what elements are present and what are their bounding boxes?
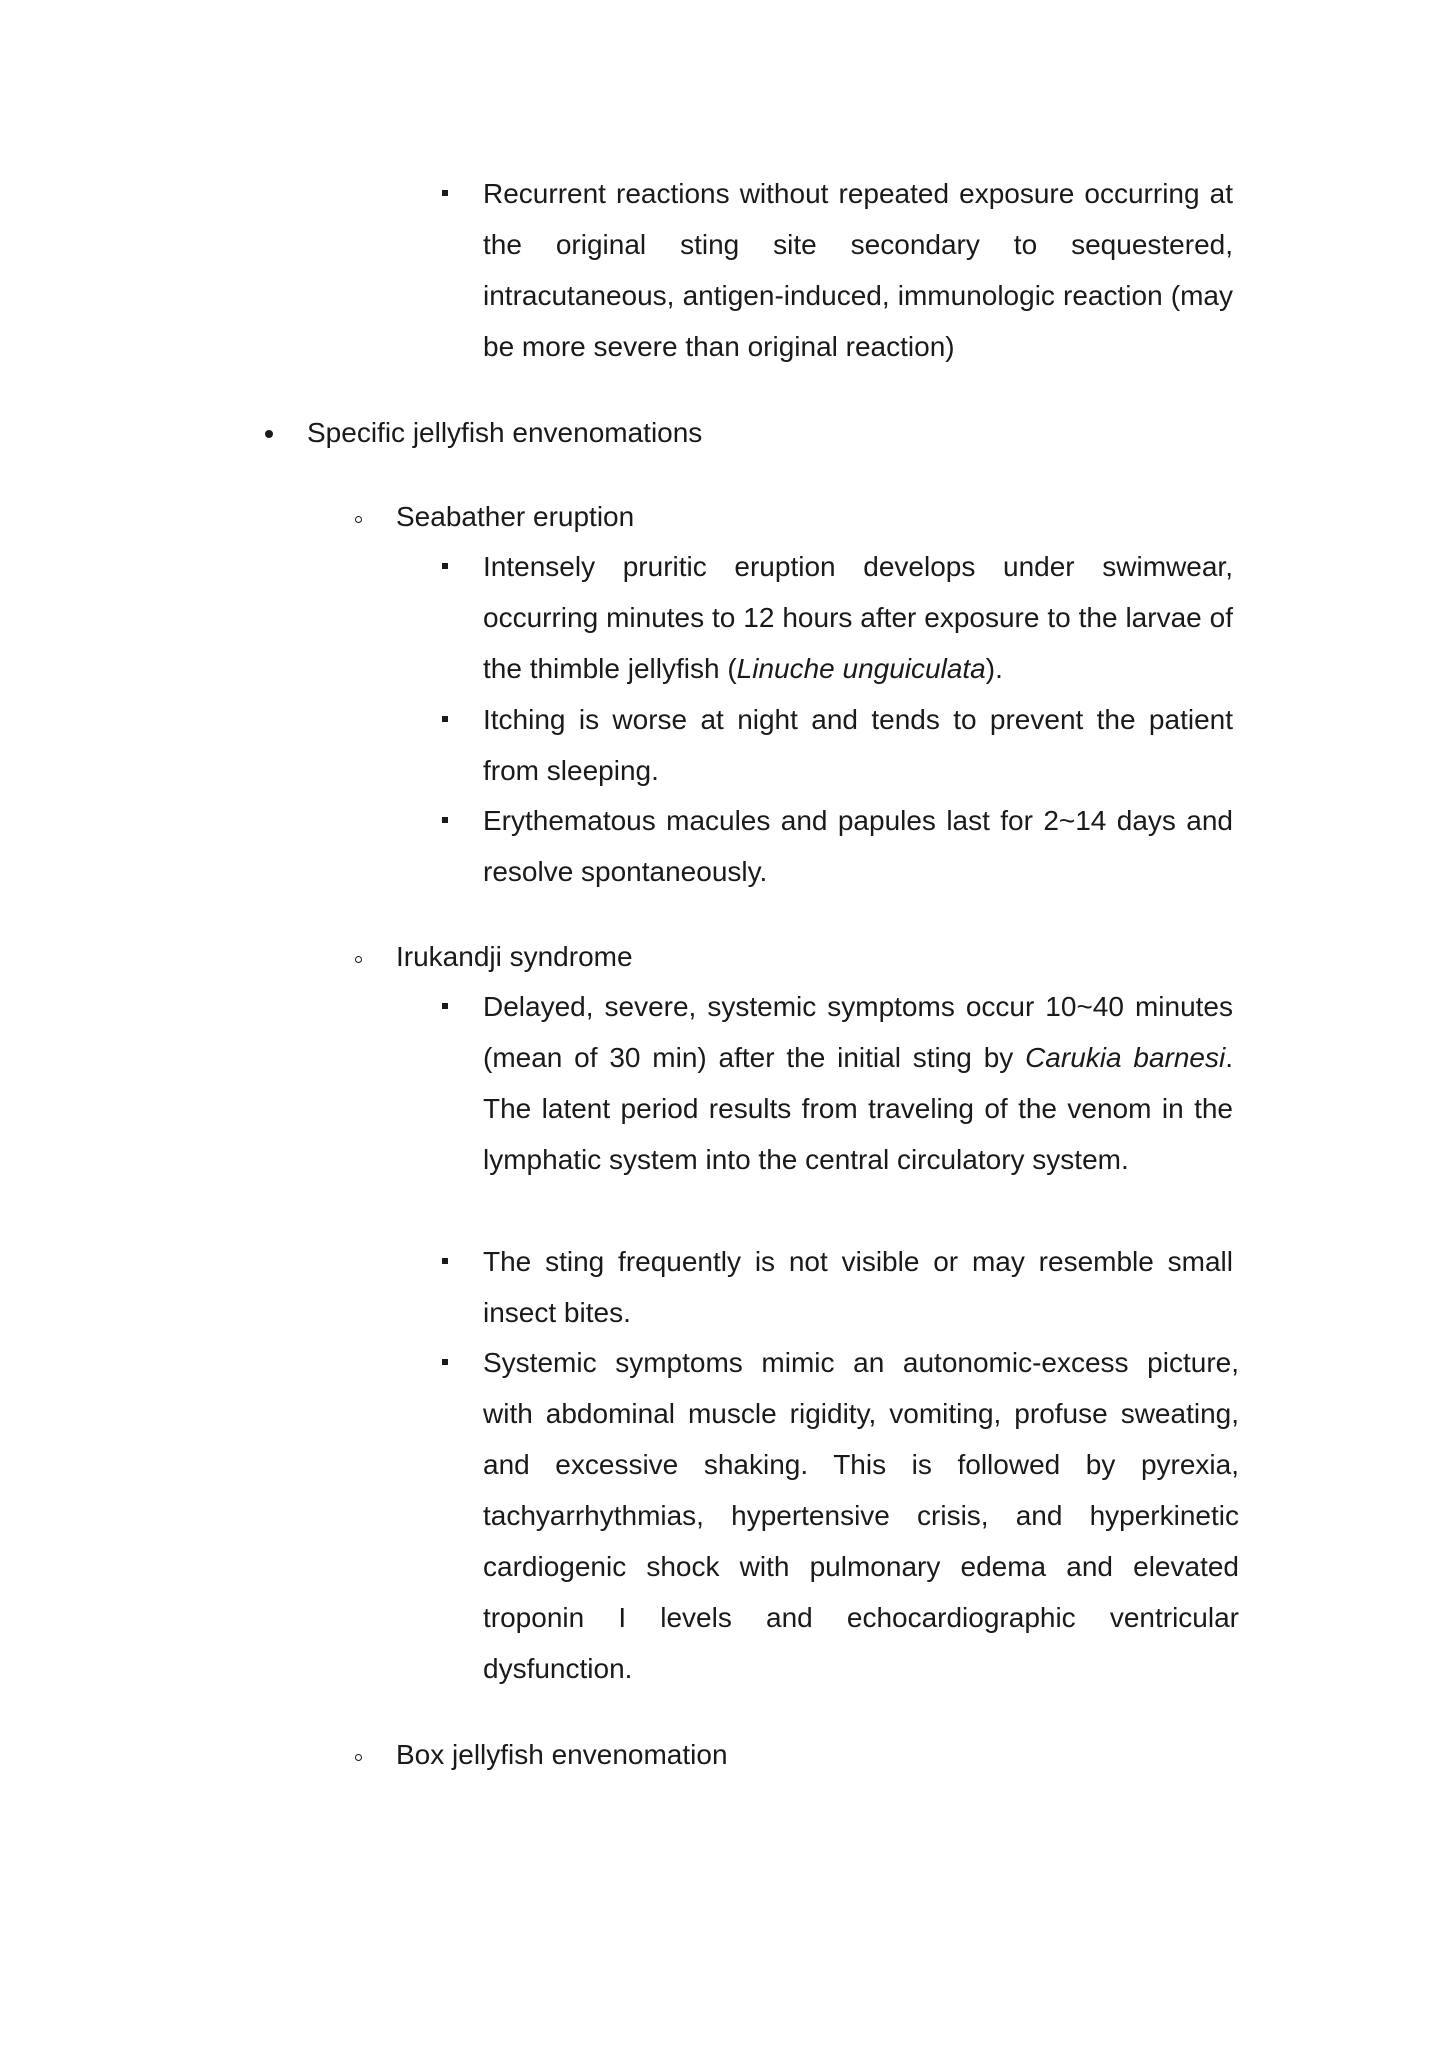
list-item-irukandji-2: The sting frequently is not visible or may resemble small insect bites. [483, 1246, 1233, 1328]
square-bullet-icon [442, 1003, 448, 1009]
heading-box-jellyfish: Box jellyfish envenomation [396, 1739, 728, 1770]
hollow-bullet-icon [355, 516, 362, 523]
square-bullet-icon [442, 1258, 448, 1264]
square-bullet-icon [442, 563, 448, 569]
heading-irukandji-syndrome: Irukandji syndrome [396, 941, 633, 972]
round-bullet-icon [265, 430, 273, 438]
hollow-bullet-icon [355, 1754, 362, 1761]
square-bullet-icon [442, 716, 448, 722]
heading-seabather-eruption: Seabather eruption [396, 501, 635, 532]
square-bullet-icon [442, 1359, 448, 1365]
list-item-seabather-2: Itching is worse at night and tends to prevent the patient from sleeping. [483, 704, 1233, 786]
square-bullet-icon [442, 190, 448, 196]
list-item-irukandji-3: Systemic symptoms mimic an autonomic-excess picture, with abdominal muscle rigidity, vomiting, profuse sweating, and excessive shaking. This is followed by pyrexia, tachyarrhythmias, hypertensive crisis, and hyperkinetic cardiogenic shock with pulmonary edema and elevated troponin I levels and echocardiographic ventricular dysfunction. [483, 1347, 1239, 1684]
list-item-seabather-3: Erythematous macules and papules last for 2~14 days and resolve spontaneously. [483, 805, 1233, 887]
list-item-recurrent: Recurrent reactions without repeated exposure occurring at the original sting site secondary to sequestered, intracutaneous, antigen-induced, immunologic reaction (may be more severe than original reaction) [483, 178, 1233, 362]
heading-specific-envenomations: Specific jellyfish envenomations [307, 417, 703, 448]
list-item-seabather-1: Intensely pruritic eruption develops under swimwear, occurring minutes to 12 hours after exposure to the larvae of the thimble jellyfish (Linuche unguiculata). [483, 551, 1233, 684]
hollow-bullet-icon [355, 956, 362, 963]
list-item-irukandji-1: Delayed, severe, systemic symptoms occur 10~40 minutes (mean of 30 min) after the initial sting by Carukia barnesi. The latent period results from traveling of the venom in the lymphatic system into the central circulatory system. [483, 991, 1233, 1175]
square-bullet-icon [442, 817, 448, 823]
